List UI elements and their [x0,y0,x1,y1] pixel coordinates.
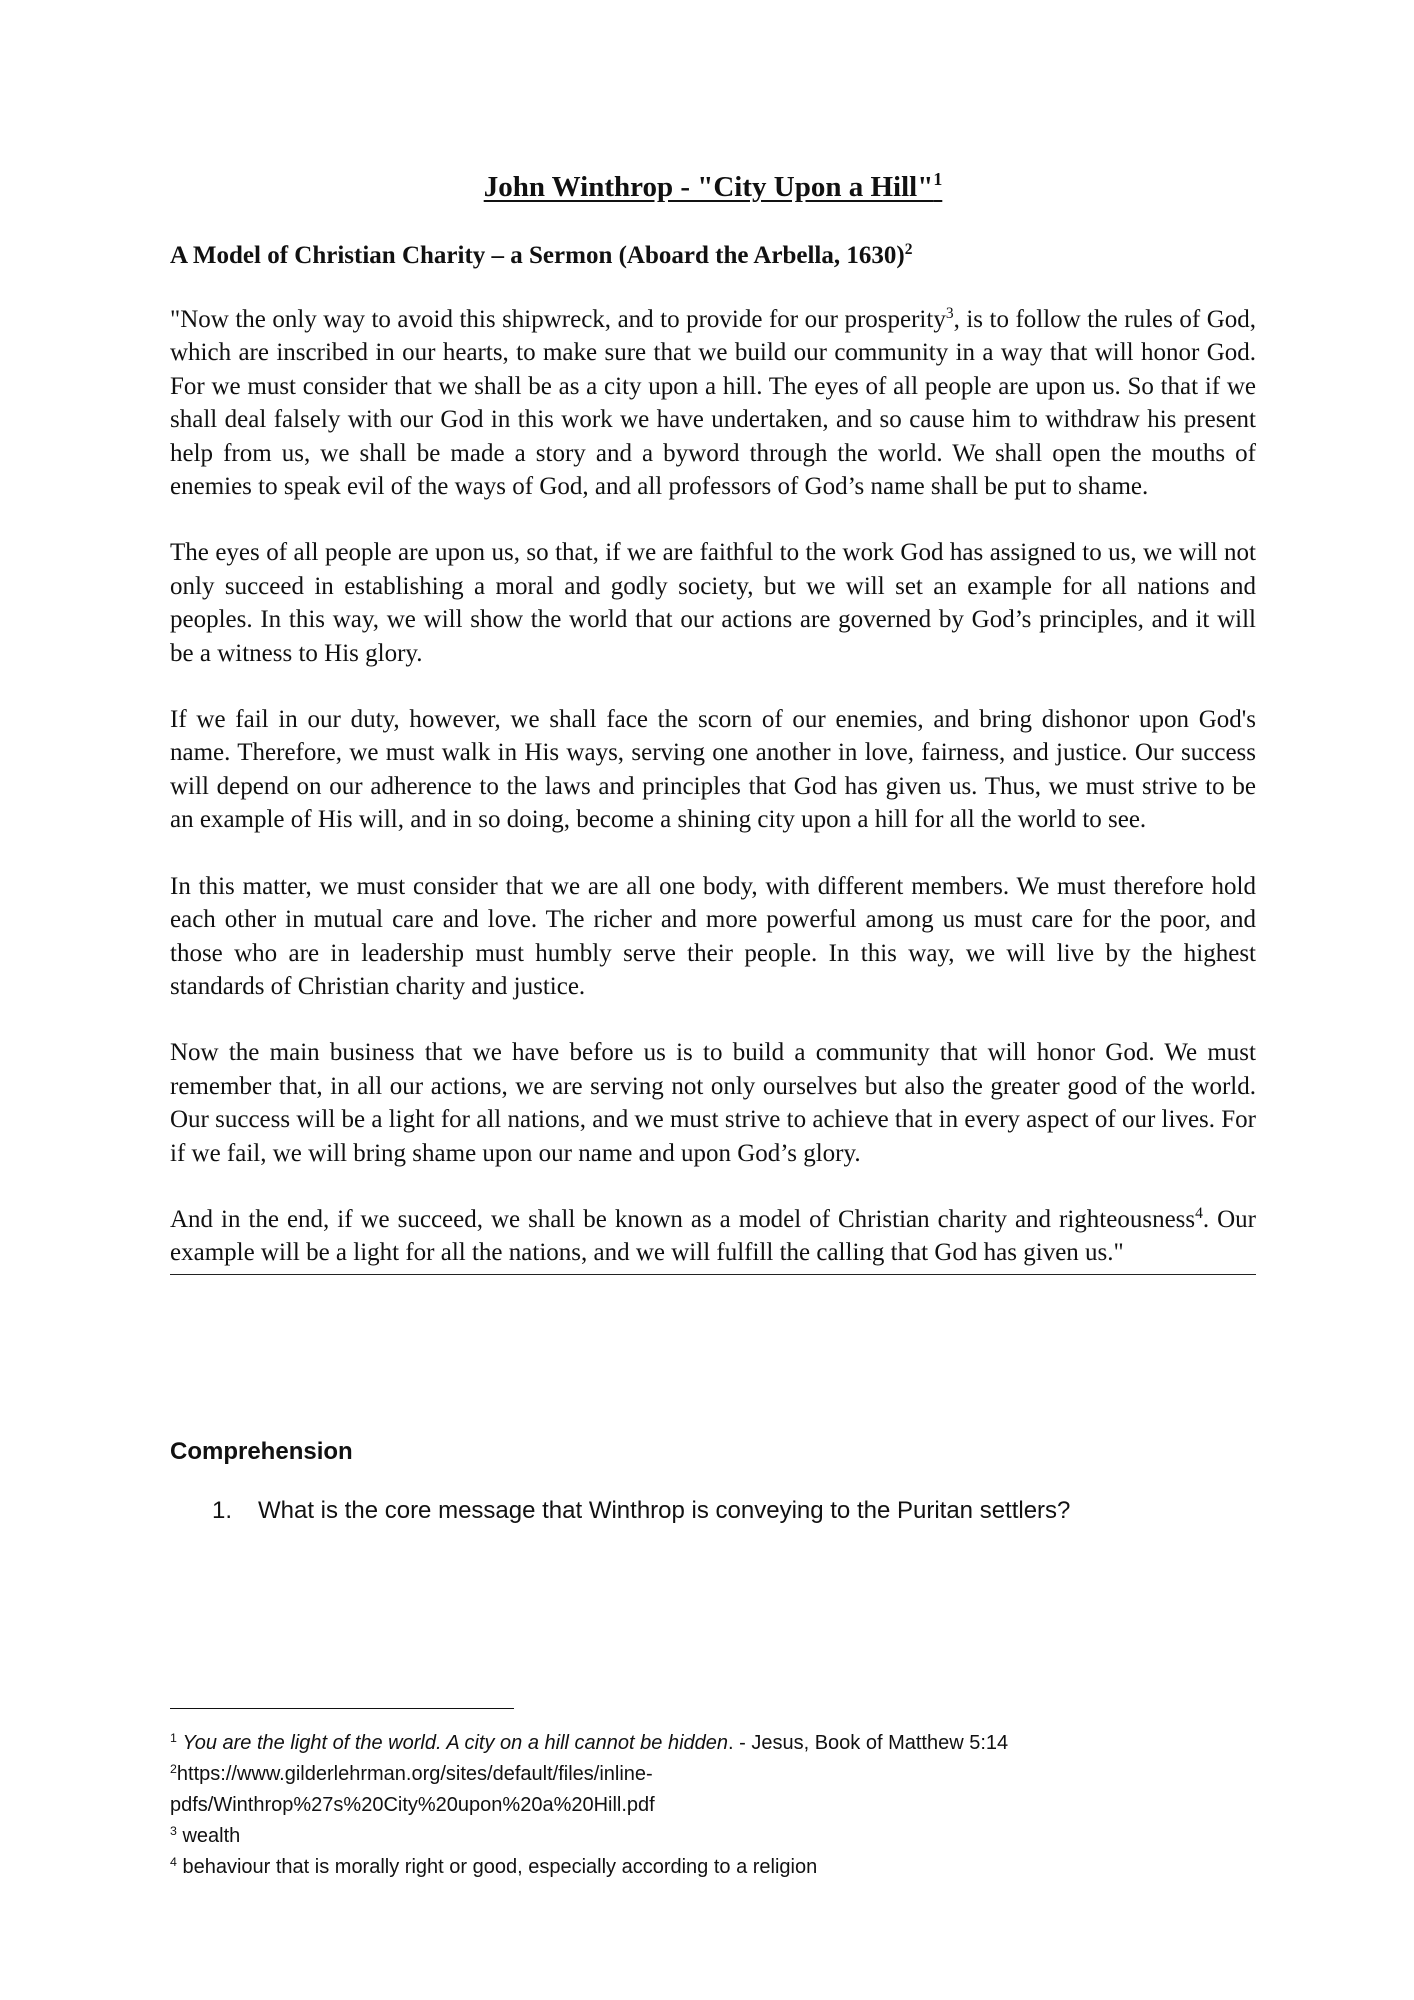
paragraph-6 [170,1203,1256,1275]
footnote-mark: 4 [170,1854,177,1869]
sermon-text [170,303,1256,1275]
footnote-ref-3: 3 [945,304,954,322]
document-title [170,168,1256,206]
footnote-mark: 2 [170,1761,177,1776]
title-footnote-ref: 1 [933,169,943,190]
comprehension-heading: Comprehension [170,1438,353,1465]
footnote-2-url-line-1: https://www.gilderlehrman.org/sites/default/files/inline- [176,1763,653,1785]
footnote-mark: 3 [170,1823,177,1838]
footnote-3-text: wealth [176,1825,241,1847]
footnote-ref-4: 4 [1195,1204,1203,1222]
paragraph-5: Now the main business that we have before us is to build a community that will honor God. We must remember that, in all our actions, we are serving not only ourselves but also the greater good of the world. Our success will be a light for all nations, and we must strive to achieve that in every aspect of our lives. For if we fail, we will bring shame upon our name and upon God’s glory. [170,1039,1256,1167]
question-text: What is the core message that Winthrop is conveying to the Puritan settlers? [258,1497,1071,1524]
title-text: John Winthrop - "City Upon a Hill" [483,171,934,203]
footnote-mark: 1 [170,1730,177,1745]
footnote-separator [170,1708,514,1709]
question-item [212,1497,1070,1525]
footnote-1-quote: You are the light of the world. A city on a hill cannot be hidden [182,1732,729,1754]
footnote-1 [170,1728,1256,1759]
paragraph-3: If we fail in our duty, however, we shall face the scorn of our enemies, and bring dishonor upon God's name. Therefore, we must walk in His ways, serving one another in love, fairness, and justice. Our success will depend on our adherence to the laws and principles that God has given us. Thus, we must strive to be an example of His will, and in so doing, become a shining city upon a hill for all the world to see. [170,706,1256,834]
paragraph-1-start: "Now the only way to avoid this shipwreck, and to provide for our prosperity [170,306,946,333]
paragraph-4: In this matter, we must consider that we are all one body, with different members. We must therefore hold each other in mutual care and love. The richer and more powerful among us must care for the poor, and those who are in leadership must humbly serve their people. In this way, we will live by the highest standards of Christian charity and justice. [170,872,1256,1000]
paragraph-6-end: . Our example will be a light for all the nations, and we will fulfill the calling that God has given us." [170,1205,1256,1267]
question-number: 1. [212,1497,233,1524]
paragraph-2: The eyes of all people are upon us, so that, if we are faithful to the work God has assigned to us, we will not only succeed in establishing a moral and godly society, but we will set an example for all nations and peoples. In this way, we will show the world that our actions are governed by God’s principles, and it will be a witness to His glory. [170,539,1256,667]
paragraph-1 [170,303,1256,503]
footnote-1-source: . - Jesus, Book of Matthew 5:14 [728,1732,1009,1754]
document-subtitle [170,239,1256,273]
footnotes [170,1728,1256,1883]
subtitle-footnote-ref: 2 [904,240,913,258]
paragraph-6-start: And in the end, if we succeed, we shall be known as a model of Christian charity and righteousness [170,1205,1196,1233]
subtitle-text: A Model of Christian Charity – a Sermon (Aboard the Arbella, 1630) [170,242,905,269]
paragraph-1-end: , is to follow the rules of God, which are inscribed in our hearts, to make sure that we build our community in a way that will honor God. For we must consider that we shall be as a city upon a hill. The eyes of all people are upon us. So that if we shall deal falsely with our God in this work we have undertaken, and so cause him to withdraw his present help from us, we shall be made a story and a byword through the world. We shall open the mouths of enemies to speak evil of the ways of God, and all professors of God’s name shall be put to shame. [170,306,1256,501]
footnote-3 [170,1821,1256,1852]
footnote-2-continued [170,1790,1256,1821]
footnote-4-text: behaviour that is morally right or good, especially according to a religion [176,1856,818,1878]
footnote-2-url-line-2: pdfs/Winthrop%27s%20City%20upon%20a%20Hill.pdf [170,1794,655,1816]
footnote-4 [170,1852,1256,1883]
footnote-2 [170,1759,1256,1790]
